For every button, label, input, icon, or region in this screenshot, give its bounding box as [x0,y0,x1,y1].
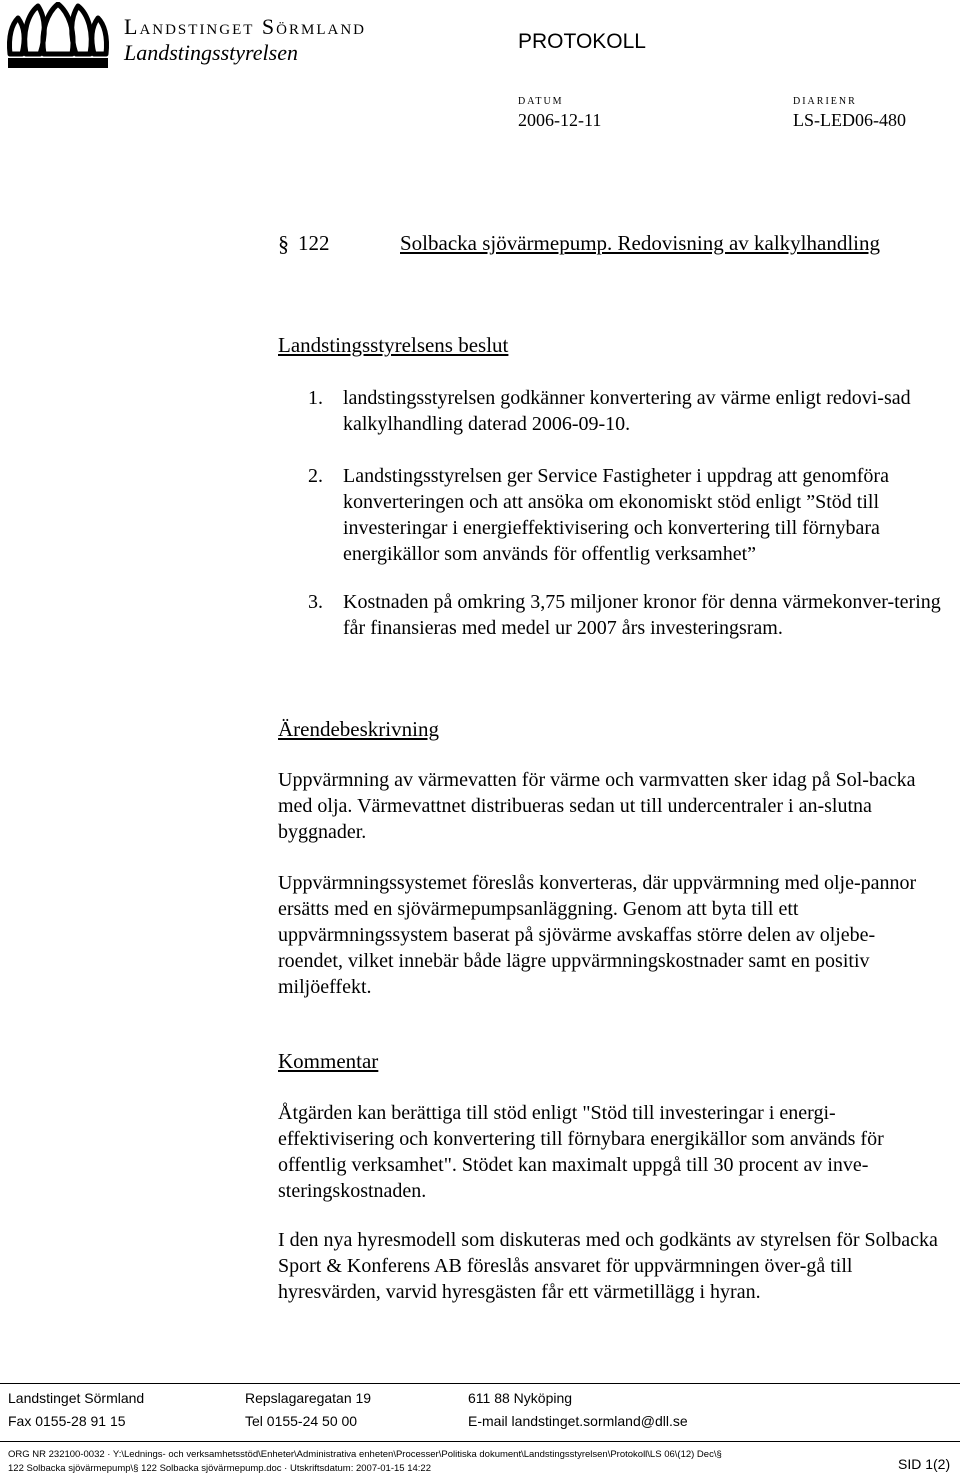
org-subtitle: Landstingsstyrelsen [124,40,298,65]
decision-item-text: Landstingsstyrelsen ger Service Fastigheter i uppdrag att genomföra konverteringen och att ansöka om ekonomiskt stöd enligt ”Stöd till investeringar i energieffektivisering och konvertering till förnybara energikällor som används för offentlig verksamhet” [343,465,889,565]
description-paragraph: Uppvärmning av värmevatten för värme och varmvatten sker idag på Sol-backa med olja. Värmevattnet distribueras sedan ut till undercentraler i an-slutna byggnader. [278,769,916,843]
comment-paragraph: Åtgärden kan berättiga till stöd enligt "Stöd till investeringar i energi-effektivisering och konvertering till förnybara energikällor som används för offentlig verksamhet". Stödet kan maximalt uppgå till 30 procent av inve-steringskostnaden. [278,1102,884,1202]
section-sign: § [278,231,289,256]
footer-tel: Tel 0155-24 50 00 [245,1413,358,1429]
decision-item-number: 3. [308,591,323,613]
footer-file-path: 122 Solbacka sjövärmepump\§ 122 Solbacka sjövärmepump.doc · Utskriftsdatum: 2007-01-15 14:22 [8,1463,431,1474]
footer-city: 611 88 Nyköping [468,1390,573,1406]
document-type: PROTOKOLL [518,30,646,53]
comment-heading: Kommentar [278,1049,379,1073]
paragraph-number: 122 [298,231,330,255]
footer-divider [0,1383,960,1384]
reg-number-value: LS-LED06-480 [793,110,906,130]
footer-file-path: ORG NR 232100-0032 · Y:\Lednings- och verksamhetsstöd\Enheter\Administrativa enheten\Processer\Politiska dokument\Landstingsstyrelsen\Protokoll\LS 06\(12) Dec\§ [8,1449,722,1460]
org-name: Landstinget Sörmland [124,14,366,39]
decision-item-text: Kostnaden på omkring 3,75 miljoner kronor för denna värmekonver-tering får finansieras med medel ur 2007 års investeringsram. [343,591,941,639]
description-paragraph: Uppvärmningssystemet föreslås konverteras, där uppvärmning med olje-pannor ersätts med en sjövärmepumpsanläggning. Genom att byta till ett uppvärmningssystem baserat på sjövärme avskaffas större delen av oljebe-roendet, vilket innebär både lägre uppvärmningskostnader samt en positiv miljöeffekt. [278,872,917,998]
paragraph-title: Solbacka sjövärmepump. Redovisning av kalkylhandling [400,231,881,255]
footer-email: E-mail landstinget.sormland@dll.se [468,1413,688,1429]
description-heading: Ärendebeskrivning [278,717,439,741]
decision-item-number: 2. [308,465,323,487]
comment-paragraph: I den nya hyresmodell som diskuteras med och godkänts av styrelsen för Solbacka Sport & Konferens AB föreslås ansvaret för uppvärmningen över-gå till hyresvärden, varvid hyresgästen får ett värmetillägg i hyran. [278,1229,938,1303]
decision-item-text: landstingsstyrelsen godkänner konvertering av värme enligt redovi-sad kalkylhandling daterad 2006-09-10. [343,387,911,435]
footer-org: Landstinget Sörmland [8,1390,145,1406]
decision-item-number: 1. [308,387,323,409]
decision-heading: Landstingsstyrelsens beslut [278,333,509,357]
footer-fax: Fax 0155-28 91 15 [8,1413,126,1429]
reg-number-label: DIARIENR [793,96,857,107]
landstinget-logo-crown-icon [4,2,112,72]
date-label: DATUM [518,96,564,107]
date-value: 2006-12-11 [518,110,602,130]
footer-address: Repslagaregatan 19 [245,1390,372,1406]
footer-divider [0,1441,960,1442]
page-number: SID 1(2) [898,1456,951,1472]
